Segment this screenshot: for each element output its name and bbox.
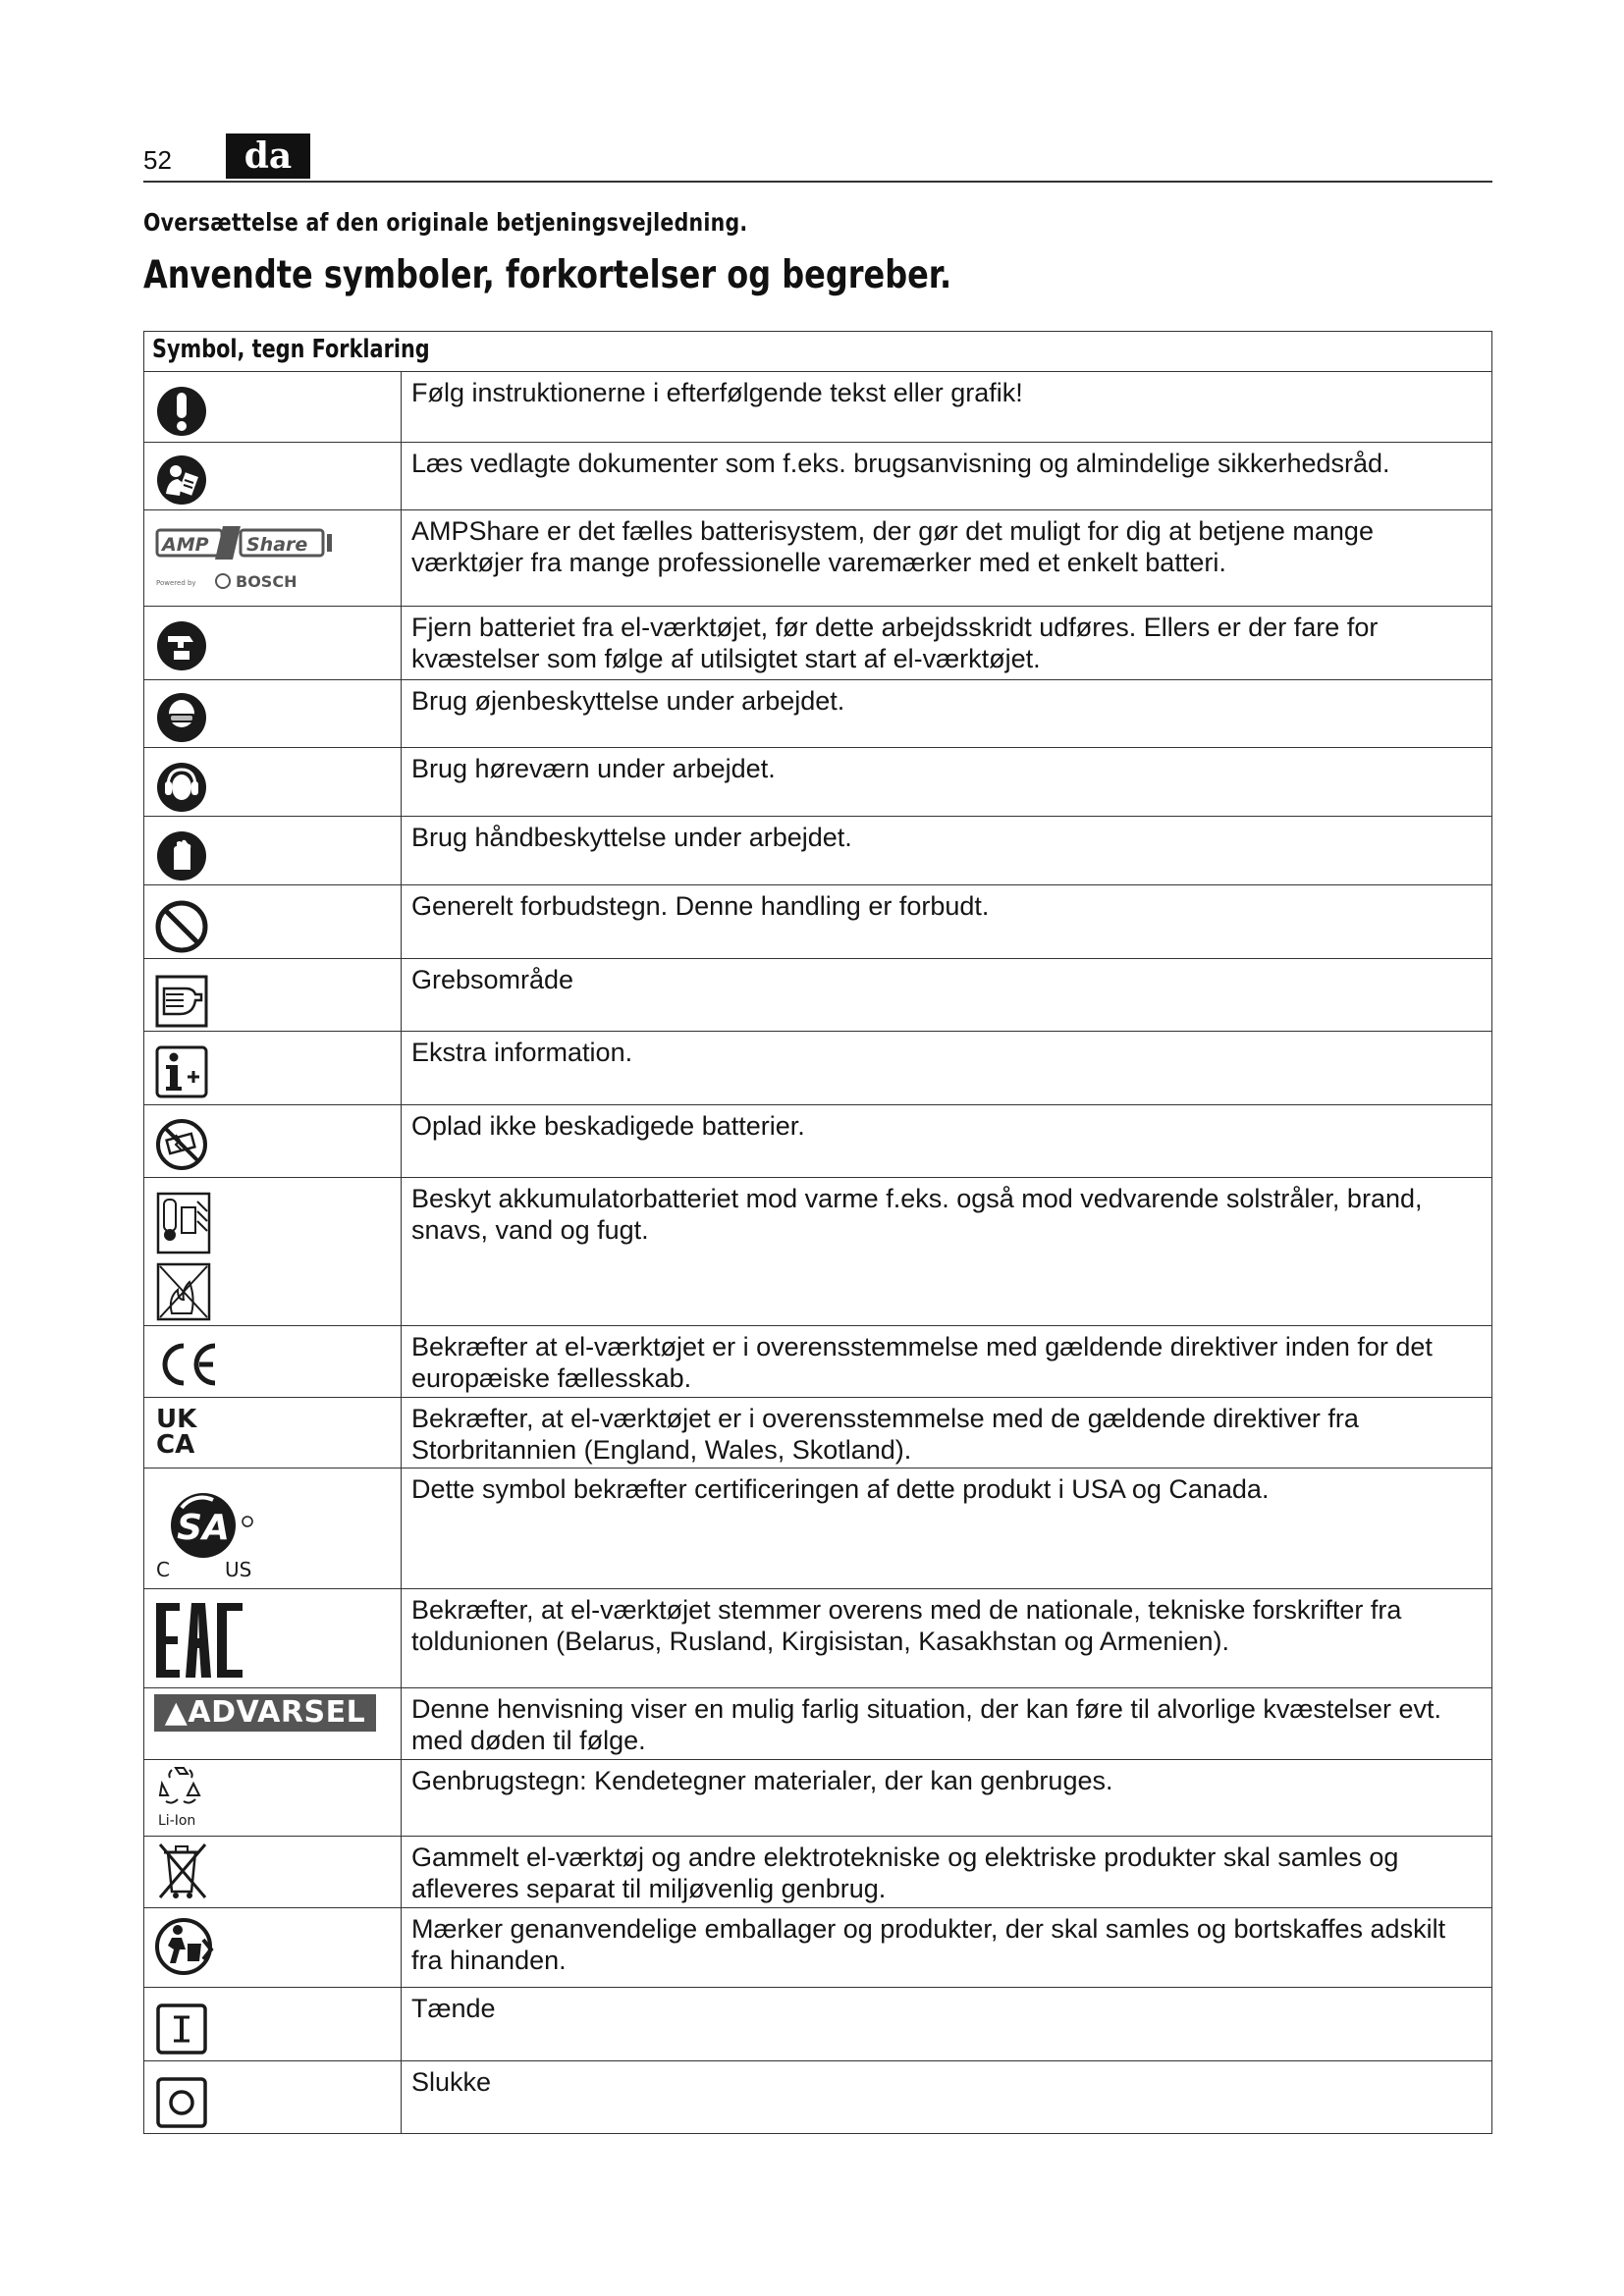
description-cell [402,2061,1492,2134]
description-text: Fjern batteriet fra el-værktøjet, før dette arbejdsskridt udføres. Ellers er der fare for kvæstelser som følge af utilsigtet start af el-værktøjet. [411,613,1379,673]
symbol-cell [144,372,402,443]
ce-mark-icon [154,1336,223,1391]
description-text: Ekstra information. [411,1038,633,1067]
ampshare-logo-text: AMP [162,534,209,556]
description-cell [402,1908,1492,1988]
description-text: Oplad ikke beskadigede batterier. [411,1111,805,1141]
warning-triangle-icon: ▲ [164,1695,189,1730]
ukca-line2: CA [156,1430,195,1460]
description-cell [402,1589,1492,1688]
table-row [144,1908,1492,1988]
description-cell [402,1032,1492,1105]
symbol-cell [144,1398,402,1468]
switch-on-icon [154,1998,213,2056]
table-row [144,748,1492,817]
table-row [144,885,1492,959]
page-number: 52 [143,145,172,175]
description-cell [402,1178,1492,1326]
ampshare-brand-text: BOSCH [236,572,298,591]
ukca-mark-icon [154,1402,213,1461]
description-cell [402,372,1492,443]
recycling-li-ion-icon [154,1762,213,1833]
symbol-cell [144,1032,402,1105]
description-cell [402,748,1492,817]
description-text: Genbrugstegn: Kendetegner materialer, der kan genbruges. [411,1766,1113,1795]
symbol-cell [144,1178,402,1326]
description-text: Brug høreværn under arbejdet. [411,754,776,783]
description-text: Følg instruktionerne i efterfølgende tekst eller grafik! [411,378,1023,407]
warning-badge [154,1694,376,1732]
ear-protection-icon [154,758,213,815]
table-row [144,372,1492,443]
remove-battery-icon [154,616,213,673]
description-cell [402,885,1492,959]
exclamation-mandatory-icon [154,382,213,441]
description-text: Generelt forbudstegn. Denne handling er forbudt. [411,891,990,921]
description-text: Denne henvisning viser en mulig farlig situation, der kan føre til alvorlige kvæstelser evt. med døden til følge. [411,1694,1441,1755]
description-cell [402,1688,1492,1760]
warning-badge-text: ADVARSEL [188,1695,366,1730]
description-cell [402,817,1492,885]
eac-mark-icon [154,1599,252,1682]
table-row [144,680,1492,748]
ampshare-logo-icon [154,520,341,599]
description-cell [402,607,1492,680]
description-text: Brug håndbeskyttelse under arbejdet. [411,823,852,852]
description-text: Bekræfter, at el-værktøjet er i overensstemmelse med de gældende direktiver fra Storbritannien (England, Wales, Skotland). [411,1404,1359,1465]
symbol-cell [144,1760,402,1837]
table-row [144,1589,1492,1688]
description-cell [402,1988,1492,2061]
weee-crossed-bin-icon [154,1841,213,1901]
switch-off-icon [154,2071,213,2130]
symbol-cell [144,885,402,959]
table-header-row [144,332,1492,372]
csa-c-label: C [156,1558,170,1581]
table-row [144,1468,1492,1589]
no-damaged-battery-icon [154,1115,213,1174]
table-header-label: Symbol, tegn Forklaring [152,335,430,364]
table-row [144,1688,1492,1760]
description-cell [402,959,1492,1032]
table-row [144,2061,1492,2134]
table-row [144,1105,1492,1178]
read-manual-icon [154,453,213,507]
symbol-cell [144,443,402,510]
hand-protection-icon [154,827,213,883]
description-text: Beskyt akkumulatorbatteriet mod varme f.eks. også mod vedvarende solstråler, brand, snavs, vand og fugt. [411,1184,1423,1245]
ampshare-logo-share-text: Share [246,534,308,556]
ampshare-powered-text: Powered by [156,579,196,587]
csa-mark-icon [154,1478,272,1586]
grip-area-icon [154,969,213,1028]
table-row [144,1178,1492,1326]
description-text: Brug øjenbeskyttelse under arbejdet. [411,686,845,716]
table-row [144,817,1492,885]
description-cell [402,1468,1492,1589]
table-row [144,1326,1492,1398]
symbol-cell [144,2061,402,2134]
description-text: Gammelt el-værktøj og andre elektrotekniske og elektriske produkter skal samles og afleveres separat til miljøvenlig genbrug. [411,1842,1399,1903]
symbol-cell [144,1837,402,1908]
symbol-cell [144,1688,402,1760]
description-text: Læs vedlagte dokumenter som f.eks. brugsanvisning og almindelige sikkerhedsråd. [411,449,1390,478]
table-row [144,1837,1492,1908]
table-row [144,1760,1492,1837]
description-text: AMPShare er det fælles batterisystem, der gør det muligt for dig at betjene mange værktøjer fra mange professionelle varemærker med et enkelt batteri. [411,516,1374,577]
prohibition-icon [154,895,213,954]
description-text: Slukke [411,2067,492,2097]
symbol-cell [144,1908,402,1988]
symbol-table [143,331,1492,2134]
svg-text:SA: SA [177,1508,230,1548]
symbol-cell [144,817,402,885]
csa-us-label: US [225,1558,252,1581]
page-title: Anvendte symboler, forkortelser og begreber. [143,253,952,297]
description-text: Bekræfter, at el-værktøjet stemmer overens med de nationale, tekniske forskrifter fra toldunionen (Belarus, Rusland, Kirgisistan, Kasakhstan og Armenien). [411,1595,1402,1656]
description-cell [402,1398,1492,1468]
table-row [144,1398,1492,1468]
symbol-cell [144,959,402,1032]
symbol-cell [144,680,402,748]
table-row [144,1988,1492,2061]
table-row [144,1032,1492,1105]
symbol-cell [144,748,402,817]
description-cell [402,680,1492,748]
symbol-cell [144,510,402,607]
symbol-cell [144,1326,402,1398]
symbol-cell [144,1468,402,1589]
description-text: Bekræfter at el-værktøjet er i overensstemmelse med gældende direktiver inden for det europæiske fællesskab. [411,1332,1433,1393]
li-ion-label: Li-Ion [158,1813,196,1829]
symbol-cell [144,1589,402,1688]
symbol-cell [144,1105,402,1178]
ukca-line1: UK [156,1405,197,1434]
battery-heat-water-icon [154,1188,223,1325]
description-cell [402,510,1492,607]
symbol-cell [144,607,402,680]
table-row [144,607,1492,680]
description-cell [402,1837,1492,1908]
table-row [144,959,1492,1032]
description-cell [402,1760,1492,1837]
description-text: Dette symbol bekræfter certificeringen af dette produkt i USA og Canada. [411,1474,1270,1504]
recyclable-packaging-icon [154,1914,219,1979]
info-plus-icon [154,1041,213,1100]
description-text: Grebsområde [411,965,574,994]
description-text: Tænde [411,1994,496,2023]
eye-protection-icon [154,690,213,745]
table-row [144,510,1492,607]
language-tab: da [226,133,310,179]
symbol-cell [144,1988,402,2061]
description-cell [402,1326,1492,1398]
description-cell [402,1105,1492,1178]
description-text: Mærker genanvendelige emballager og produkter, der skal samles og bortskaffes adskilt fra hinanden. [411,1914,1446,1975]
document-subtitle: Oversættelse af den originale betjeningsvejledning. [143,208,748,237]
description-cell [402,443,1492,510]
table-header [144,332,1492,372]
page-header [143,133,1492,183]
table-row [144,443,1492,510]
